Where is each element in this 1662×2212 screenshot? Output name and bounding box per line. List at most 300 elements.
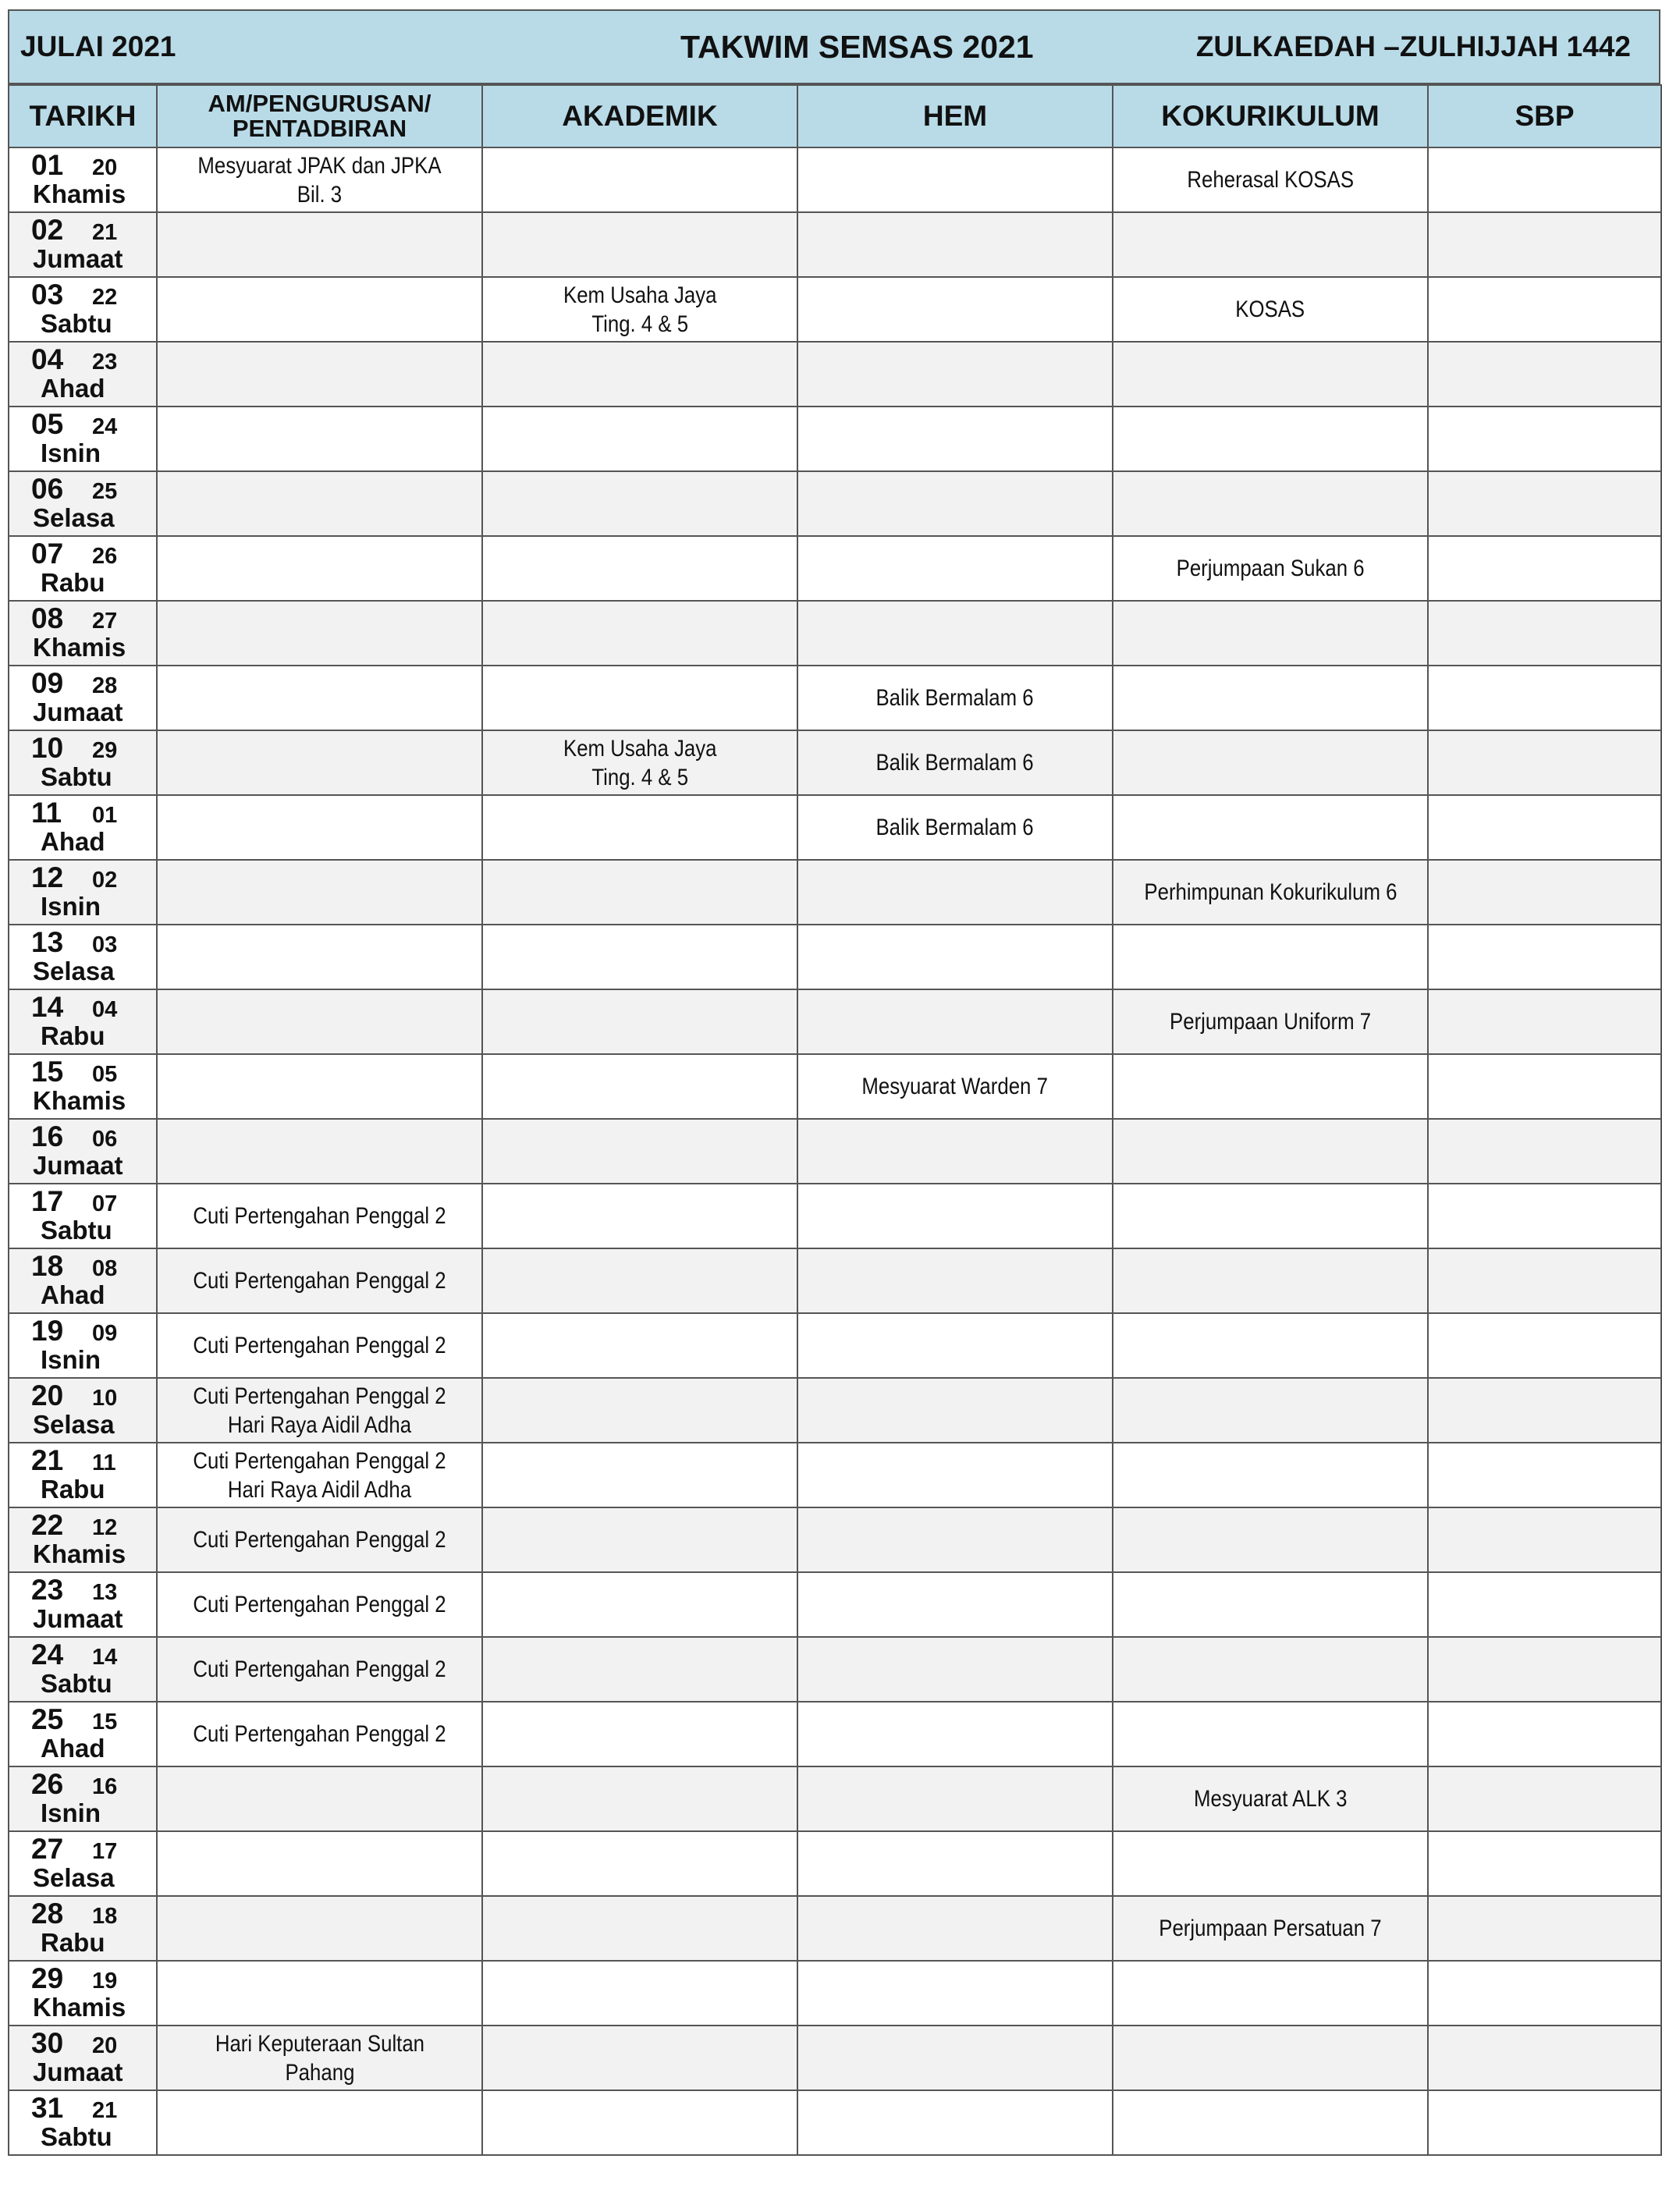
month-label: JULAI 2021 xyxy=(20,30,176,62)
col-header-hem: HEM xyxy=(797,85,1113,147)
weekday-name: Khamis xyxy=(33,633,126,662)
kokurikulum-cell-text: Perhimpunan Kokurikulum 6 xyxy=(1143,879,1397,905)
gregorian-day-number: 12 xyxy=(31,861,64,893)
pengurusan-cell xyxy=(157,342,482,407)
hem-cell xyxy=(797,730,1113,795)
kokurikulum-cell-text: Mesyuarat ALK 3 xyxy=(1193,1786,1348,1812)
hem-cell xyxy=(797,1248,1113,1313)
table-row xyxy=(9,1702,1661,1766)
date-cell xyxy=(9,860,157,925)
hijri-day-number: 07 xyxy=(92,1191,118,1216)
hem-cell xyxy=(797,925,1113,989)
hijri-day-number: 18 xyxy=(92,1904,118,1929)
date-cell xyxy=(9,147,157,212)
kokurikulum-cell xyxy=(1113,212,1428,277)
hijri-day-number: 12 xyxy=(92,1515,118,1540)
akademik-cell-text: Kem Usaha Jaya Ting. 4 & 5 xyxy=(563,735,717,790)
weekday-name: Isnin xyxy=(41,1798,101,1827)
weekday-name: Sabtu xyxy=(41,1216,112,1244)
kokurikulum-cell xyxy=(1113,1054,1428,1119)
kokurikulum-cell xyxy=(1113,1443,1428,1507)
akademik-cell xyxy=(482,795,797,860)
akademik-cell xyxy=(482,1961,797,2026)
col-header-kokurikulum: KOKURIKULUM xyxy=(1113,85,1428,147)
gregorian-day-number: 25 xyxy=(31,1703,64,1735)
col-header-pengurusan xyxy=(157,85,482,147)
pengurusan-cell-text: Cuti Pertengahan Penggal 2 xyxy=(193,1592,446,1617)
date-cell xyxy=(9,1637,157,1702)
hem-cell xyxy=(797,989,1113,1054)
table-row xyxy=(9,601,1661,666)
pengurusan-cell xyxy=(157,1702,482,1766)
kokurikulum-cell xyxy=(1113,1572,1428,1637)
sbp-cell xyxy=(1428,1961,1661,2026)
kokurikulum-cell-text: Perjumpaan Uniform 7 xyxy=(1169,1009,1372,1035)
akademik-cell xyxy=(482,989,797,1054)
title-bar xyxy=(8,9,1660,84)
weekday-name: Ahad xyxy=(41,1734,105,1763)
hem-cell-text: Balik Bermalam 6 xyxy=(875,750,1035,776)
date-cell xyxy=(9,407,157,471)
date-cell xyxy=(9,1119,157,1184)
kokurikulum-cell xyxy=(1113,1702,1428,1766)
kokurikulum-cell xyxy=(1113,1119,1428,1184)
table-row xyxy=(9,212,1661,277)
pengurusan-cell xyxy=(157,407,482,471)
gregorian-day-number: 14 xyxy=(31,991,64,1023)
hijri-day-number: 17 xyxy=(92,1839,118,1864)
hijri-day-number: 15 xyxy=(92,1710,118,1734)
table-row xyxy=(9,989,1661,1054)
hem-cell xyxy=(797,860,1113,925)
sbp-cell xyxy=(1428,147,1661,212)
calendar-table xyxy=(8,84,1662,2156)
sbp-cell xyxy=(1428,277,1661,342)
kokurikulum-cell xyxy=(1113,1961,1428,2026)
akademik-cell xyxy=(482,1248,797,1313)
pengurusan-cell-text: Cuti Pertengahan Penggal 2 xyxy=(193,1656,446,1682)
gregorian-day-number: 10 xyxy=(31,732,64,764)
hem-cell xyxy=(797,1702,1113,1766)
gregorian-day-number: 01 xyxy=(31,149,64,181)
gregorian-day-number: 13 xyxy=(31,926,64,958)
akademik-cell xyxy=(482,1507,797,1572)
pengurusan-cell-text: Hari Keputeraan Sultan Pahang xyxy=(215,2030,424,2086)
col-header-akademik: AKADEMIK xyxy=(482,85,797,147)
col-header-tarikh: TARIKH xyxy=(9,85,157,147)
weekday-name: Selasa xyxy=(33,1863,115,1892)
hijri-day-number: 13 xyxy=(92,1580,118,1605)
sbp-cell xyxy=(1428,342,1661,407)
kokurikulum-cell xyxy=(1113,407,1428,471)
table-row xyxy=(9,1378,1661,1443)
akademik-cell xyxy=(482,666,797,730)
gregorian-day-number: 11 xyxy=(31,797,62,829)
hijri-day-number: 06 xyxy=(92,1127,118,1152)
sbp-cell xyxy=(1428,1184,1661,1248)
table-row xyxy=(9,147,1661,212)
kokurikulum-cell xyxy=(1113,601,1428,666)
pengurusan-cell xyxy=(157,147,482,212)
weekday-name: Khamis xyxy=(33,179,126,208)
hem-cell xyxy=(797,1896,1113,1961)
akademik-cell xyxy=(482,1184,797,1248)
table-row xyxy=(9,795,1661,860)
sbp-cell xyxy=(1428,1054,1661,1119)
pengurusan-cell-text: Cuti Pertengahan Penggal 2 xyxy=(193,1268,446,1294)
sbp-cell xyxy=(1428,1248,1661,1313)
weekday-name: Sabtu xyxy=(41,762,112,791)
gregorian-day-number: 21 xyxy=(31,1444,64,1476)
kokurikulum-cell xyxy=(1113,1184,1428,1248)
hem-cell xyxy=(797,666,1113,730)
hijri-day-number: 26 xyxy=(92,544,118,569)
table-row xyxy=(9,1961,1661,2026)
akademik-cell xyxy=(482,1572,797,1637)
sbp-cell xyxy=(1428,730,1661,795)
sbp-cell xyxy=(1428,2026,1661,2090)
hem-cell-text: Balik Bermalam 6 xyxy=(875,815,1035,840)
date-cell xyxy=(9,601,157,666)
pengurusan-cell xyxy=(157,536,482,601)
column-header-row xyxy=(9,85,1661,147)
kokurikulum-cell xyxy=(1113,277,1428,342)
date-cell xyxy=(9,212,157,277)
sbp-cell xyxy=(1428,989,1661,1054)
gregorian-day-number: 22 xyxy=(31,1509,64,1541)
hijri-day-number: 05 xyxy=(92,1062,118,1087)
pengurusan-cell xyxy=(157,2090,482,2155)
hijri-day-number: 16 xyxy=(92,1774,118,1799)
gregorian-day-number: 30 xyxy=(31,2027,64,2059)
gregorian-day-number: 31 xyxy=(31,2092,64,2124)
hijri-day-number: 10 xyxy=(92,1386,118,1411)
hijri-day-number: 09 xyxy=(92,1321,118,1346)
gregorian-day-number: 09 xyxy=(31,667,64,699)
akademik-cell xyxy=(482,212,797,277)
weekday-name: Jumaat xyxy=(33,1604,123,1633)
pengurusan-cell xyxy=(157,1184,482,1248)
weekday-name: Sabtu xyxy=(41,2122,112,2151)
kokurikulum-cell xyxy=(1113,1378,1428,1443)
kokurikulum-cell xyxy=(1113,925,1428,989)
sbp-cell xyxy=(1428,1378,1661,1443)
kokurikulum-cell xyxy=(1113,666,1428,730)
table-row xyxy=(9,1766,1661,1831)
weekday-name: Rabu xyxy=(41,1475,105,1504)
pengurusan-cell-text: Cuti Pertengahan Penggal 2 Hari Raya Aidil Adha xyxy=(193,1383,446,1438)
pengurusan-cell xyxy=(157,1831,482,1896)
akademik-cell xyxy=(482,925,797,989)
hem-cell xyxy=(797,1507,1113,1572)
pengurusan-cell xyxy=(157,1572,482,1637)
akademik-cell xyxy=(482,342,797,407)
table-row xyxy=(9,2026,1661,2090)
akademik-cell xyxy=(482,536,797,601)
table-row xyxy=(9,2090,1661,2155)
date-cell xyxy=(9,471,157,536)
kokurikulum-cell xyxy=(1113,1248,1428,1313)
weekday-name: Selasa xyxy=(33,1410,115,1439)
kokurikulum-cell-text: KOSAS xyxy=(1235,296,1305,322)
akademik-cell xyxy=(482,1896,797,1961)
date-cell xyxy=(9,1248,157,1313)
calendar-sheet xyxy=(8,9,1660,2156)
gregorian-day-number: 28 xyxy=(31,1898,64,1930)
kokurikulum-cell xyxy=(1113,989,1428,1054)
date-cell xyxy=(9,1831,157,1896)
pengurusan-cell xyxy=(157,730,482,795)
sbp-cell xyxy=(1428,1766,1661,1831)
gregorian-day-number: 26 xyxy=(31,1768,64,1800)
weekday-name: Isnin xyxy=(41,438,101,467)
date-cell xyxy=(9,1766,157,1831)
hijri-day-number: 21 xyxy=(92,220,118,245)
page-title: TAKWIM SEMSAS 2021 xyxy=(680,28,1034,65)
gregorian-day-number: 08 xyxy=(31,602,64,634)
hem-cell xyxy=(797,1961,1113,2026)
akademik-cell xyxy=(482,1378,797,1443)
hem-cell xyxy=(797,1572,1113,1637)
akademik-cell xyxy=(482,2026,797,2090)
hijri-day-number: 20 xyxy=(92,155,118,180)
hem-cell-text: Balik Bermalam 6 xyxy=(875,685,1035,711)
weekday-name: Selasa xyxy=(33,503,115,532)
akademik-cell-text: Kem Usaha Jaya Ting. 4 & 5 xyxy=(563,282,717,337)
kokurikulum-cell xyxy=(1113,342,1428,407)
pengurusan-cell xyxy=(157,212,482,277)
table-row xyxy=(9,1637,1661,1702)
akademik-cell xyxy=(482,407,797,471)
sbp-cell xyxy=(1428,212,1661,277)
date-cell xyxy=(9,1184,157,1248)
sbp-cell xyxy=(1428,2090,1661,2155)
table-row xyxy=(9,277,1661,342)
akademik-cell xyxy=(482,1831,797,1896)
gregorian-day-number: 29 xyxy=(31,1962,64,1994)
sbp-cell xyxy=(1428,795,1661,860)
hem-cell xyxy=(797,2026,1113,2090)
hem-cell xyxy=(797,1443,1113,1507)
kokurikulum-cell xyxy=(1113,1507,1428,1572)
kokurikulum-cell xyxy=(1113,1313,1428,1378)
hijri-day-number: 03 xyxy=(92,932,118,957)
date-cell xyxy=(9,1054,157,1119)
sbp-cell xyxy=(1428,666,1661,730)
sbp-cell xyxy=(1428,1313,1661,1378)
weekday-name: Jumaat xyxy=(33,244,123,273)
akademik-cell xyxy=(482,1054,797,1119)
sbp-cell xyxy=(1428,471,1661,536)
weekday-name: Sabtu xyxy=(41,1669,112,1698)
date-cell xyxy=(9,730,157,795)
hijri-day-number: 02 xyxy=(92,868,118,893)
akademik-cell xyxy=(482,277,797,342)
weekday-name: Isnin xyxy=(41,1345,101,1374)
hem-cell xyxy=(797,1119,1113,1184)
weekday-name: Jumaat xyxy=(33,1151,123,1180)
kokurikulum-cell-text: Perjumpaan Sukan 6 xyxy=(1176,556,1365,581)
gregorian-day-number: 15 xyxy=(31,1056,64,1088)
table-row xyxy=(9,1119,1661,1184)
gregorian-day-number: 20 xyxy=(31,1379,64,1411)
hem-cell xyxy=(797,407,1113,471)
hijri-day-number: 04 xyxy=(92,997,118,1022)
akademik-cell xyxy=(482,1119,797,1184)
akademik-cell xyxy=(482,730,797,795)
date-cell xyxy=(9,1896,157,1961)
akademik-cell xyxy=(482,601,797,666)
sbp-cell xyxy=(1428,1637,1661,1702)
kokurikulum-cell-text: Reherasal KOSAS xyxy=(1187,167,1354,193)
pengurusan-cell xyxy=(157,1248,482,1313)
table-row xyxy=(9,1572,1661,1637)
kokurikulum-cell-text: Perjumpaan Persatuan 7 xyxy=(1159,1916,1382,1941)
akademik-cell xyxy=(482,147,797,212)
table-row xyxy=(9,925,1661,989)
gregorian-day-number: 24 xyxy=(31,1639,64,1671)
hijri-day-number: 08 xyxy=(92,1256,118,1281)
weekday-name: Khamis xyxy=(33,1993,126,2022)
table-row xyxy=(9,1831,1661,1896)
pengurusan-cell xyxy=(157,1637,482,1702)
weekday-name: Jumaat xyxy=(33,2058,123,2086)
kokurikulum-cell xyxy=(1113,1637,1428,1702)
sbp-cell xyxy=(1428,601,1661,666)
sbp-cell xyxy=(1428,860,1661,925)
pengurusan-cell xyxy=(157,1119,482,1184)
pengurusan-cell xyxy=(157,1507,482,1572)
gregorian-day-number: 02 xyxy=(31,214,64,246)
pengurusan-cell-text: Cuti Pertengahan Penggal 2 xyxy=(193,1203,446,1229)
sbp-cell xyxy=(1428,1119,1661,1184)
kokurikulum-cell xyxy=(1113,1831,1428,1896)
hijri-day-number: 21 xyxy=(92,2098,118,2123)
hijri-day-number: 14 xyxy=(92,1645,118,1670)
weekday-name: Rabu xyxy=(41,568,105,597)
table-row xyxy=(9,1313,1661,1378)
table-row xyxy=(9,407,1661,471)
date-cell xyxy=(9,2026,157,2090)
hem-cell xyxy=(797,1313,1113,1378)
akademik-cell xyxy=(482,1702,797,1766)
pengurusan-cell-text: Cuti Pertengahan Penggal 2 Hari Raya Aidil Adha xyxy=(193,1447,446,1503)
gregorian-day-number: 07 xyxy=(31,538,64,570)
kokurikulum-cell xyxy=(1113,860,1428,925)
sbp-cell xyxy=(1428,1896,1661,1961)
table-row xyxy=(9,471,1661,536)
hijri-day-number: 28 xyxy=(92,673,118,698)
akademik-cell xyxy=(482,471,797,536)
hem-cell xyxy=(797,1831,1113,1896)
pengurusan-cell xyxy=(157,666,482,730)
table-row xyxy=(9,342,1661,407)
date-cell xyxy=(9,1961,157,2026)
akademik-cell xyxy=(482,1443,797,1507)
gregorian-day-number: 18 xyxy=(31,1250,64,1282)
hijri-day-number: 11 xyxy=(92,1450,116,1475)
pengurusan-cell xyxy=(157,1313,482,1378)
date-cell xyxy=(9,1572,157,1637)
date-cell xyxy=(9,342,157,407)
hem-cell xyxy=(797,1184,1113,1248)
hijri-day-number: 20 xyxy=(92,2033,118,2058)
pengurusan-cell xyxy=(157,989,482,1054)
kokurikulum-cell xyxy=(1113,795,1428,860)
hem-cell xyxy=(797,1054,1113,1119)
kokurikulum-cell xyxy=(1113,536,1428,601)
hem-cell-text: Mesyuarat Warden 7 xyxy=(861,1074,1049,1099)
gregorian-day-number: 17 xyxy=(31,1185,64,1217)
gregorian-day-number: 03 xyxy=(31,279,64,311)
hijri-month-label: ZULKAEDAH –ZULHIJJAH 1442 xyxy=(1195,30,1631,62)
sbp-cell xyxy=(1428,925,1661,989)
sbp-cell xyxy=(1428,536,1661,601)
weekday-name: Jumaat xyxy=(33,698,123,726)
hem-cell xyxy=(797,471,1113,536)
hem-cell xyxy=(797,2090,1113,2155)
hem-cell xyxy=(797,1766,1113,1831)
col-header-sbp: SBP xyxy=(1428,85,1661,147)
date-cell xyxy=(9,1443,157,1507)
weekday-name: Rabu xyxy=(41,1021,105,1050)
sbp-cell xyxy=(1428,1572,1661,1637)
date-cell xyxy=(9,666,157,730)
kokurikulum-cell xyxy=(1113,1766,1428,1831)
date-cell xyxy=(9,536,157,601)
sbp-cell xyxy=(1428,1702,1661,1766)
pengurusan-cell xyxy=(157,925,482,989)
weekday-name: Ahad xyxy=(41,1280,105,1309)
kokurikulum-cell xyxy=(1113,147,1428,212)
akademik-cell xyxy=(482,1313,797,1378)
hijri-day-number: 23 xyxy=(92,350,118,375)
hem-cell xyxy=(797,342,1113,407)
hijri-day-number: 29 xyxy=(92,738,118,763)
hijri-day-number: 25 xyxy=(92,479,118,504)
date-cell xyxy=(9,277,157,342)
gregorian-day-number: 05 xyxy=(31,408,64,440)
akademik-cell xyxy=(482,860,797,925)
gregorian-day-number: 04 xyxy=(31,343,64,375)
hem-cell xyxy=(797,601,1113,666)
col-header-pengurusan-label: AM/PENGURUSAN/ PENTADBIRAN xyxy=(208,90,431,142)
table-row xyxy=(9,1184,1661,1248)
sbp-cell xyxy=(1428,1507,1661,1572)
gregorian-day-number: 23 xyxy=(31,1574,64,1606)
weekday-name: Selasa xyxy=(33,957,115,985)
date-cell xyxy=(9,1507,157,1572)
hem-cell xyxy=(797,1378,1113,1443)
gregorian-day-number: 06 xyxy=(31,473,64,505)
pengurusan-cell xyxy=(157,1961,482,2026)
date-cell xyxy=(9,2090,157,2155)
gregorian-day-number: 27 xyxy=(31,1833,64,1865)
table-row xyxy=(9,1507,1661,1572)
sbp-cell xyxy=(1428,1831,1661,1896)
hijri-day-number: 24 xyxy=(92,414,118,439)
pengurusan-cell-text: Cuti Pertengahan Penggal 2 xyxy=(193,1527,446,1553)
hem-cell xyxy=(797,277,1113,342)
kokurikulum-cell xyxy=(1113,2090,1428,2155)
table-row xyxy=(9,1248,1661,1313)
kokurikulum-cell xyxy=(1113,2026,1428,2090)
pengurusan-cell xyxy=(157,2026,482,2090)
pengurusan-cell xyxy=(157,1896,482,1961)
pengurusan-cell xyxy=(157,471,482,536)
date-cell xyxy=(9,1378,157,1443)
pengurusan-cell xyxy=(157,1766,482,1831)
